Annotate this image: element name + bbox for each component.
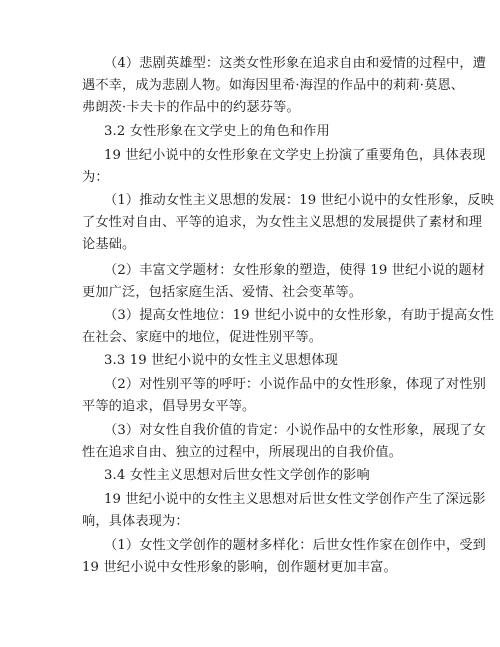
paragraph-line: 遇不幸，成为悲剧人物。如海因里希·海涅的作品中的莉莉·莫恩、	[82, 78, 465, 93]
section-heading: 3.2 女性形象在文学史上的角色和作用	[104, 124, 330, 139]
paragraph-line: 了女性对自由、平等的追求，为女性主义思想的发展提供了素材和理	[82, 215, 483, 230]
section-heading: 3.4 女性主义思想对后世女性文学创作的影响	[104, 468, 370, 483]
paragraph-line: 更加广泛，包括家庭生活、爱情、社会变革等。	[82, 285, 363, 300]
paragraph-line: （1）推动女性主义思想的发展：19 世纪小说中的女性形象，反映	[104, 193, 495, 208]
paragraph-line: 性在追求自由、独立的过程中，所展现出的自我价值。	[82, 445, 403, 460]
paragraph-line: 响，具体表现为：	[82, 514, 189, 529]
paragraph-line: （2）丰富文学题材：女性形象的塑造，使得 19 世纪小说的题材	[104, 263, 486, 278]
paragraph-line: 平等的追求，倡导男女平等。	[82, 399, 256, 414]
paragraph-line: 为：	[82, 170, 109, 185]
paragraph-line: 论基础。	[82, 237, 136, 252]
paragraph-line: （1）女性文学创作的题材多样化：后世女性作家在创作中，受到	[104, 538, 486, 553]
paragraph-line: （3）提高女性地位：19 世纪小说中的女性形象，有助于提高女性	[104, 308, 495, 323]
paragraph-line: （2）对性别平等的呼吁：小说作品中的女性形象，体现了对性别	[104, 377, 486, 392]
paragraph-line: 19 世纪小说中女性形象的影响，创作题材更加丰富。	[82, 560, 397, 575]
paragraph-line: 19 世纪小说中的女性主义思想对后世女性文学创作产生了深远影	[104, 492, 486, 507]
section-heading: 3.3 19 世纪小说中的女性主义思想体现	[104, 353, 338, 368]
paragraph-line: 弗朗茨·卡夫卡的作品中的约瑟芬等。	[82, 100, 300, 115]
paragraph-line: 在社会、家庭中的地位，促进性别平等。	[82, 330, 323, 345]
paragraph-line: （3）对女性自我价值的肯定：小说作品中的女性形象，展现了女	[104, 423, 486, 438]
paragraph-line: 19 世纪小说中的女性形象在文学史上扮演了重要角色，具体表现	[104, 148, 486, 163]
paragraph-line: （4）悲剧英雄型：这类女性形象在追求自由和爱情的过程中，遭	[104, 56, 486, 71]
